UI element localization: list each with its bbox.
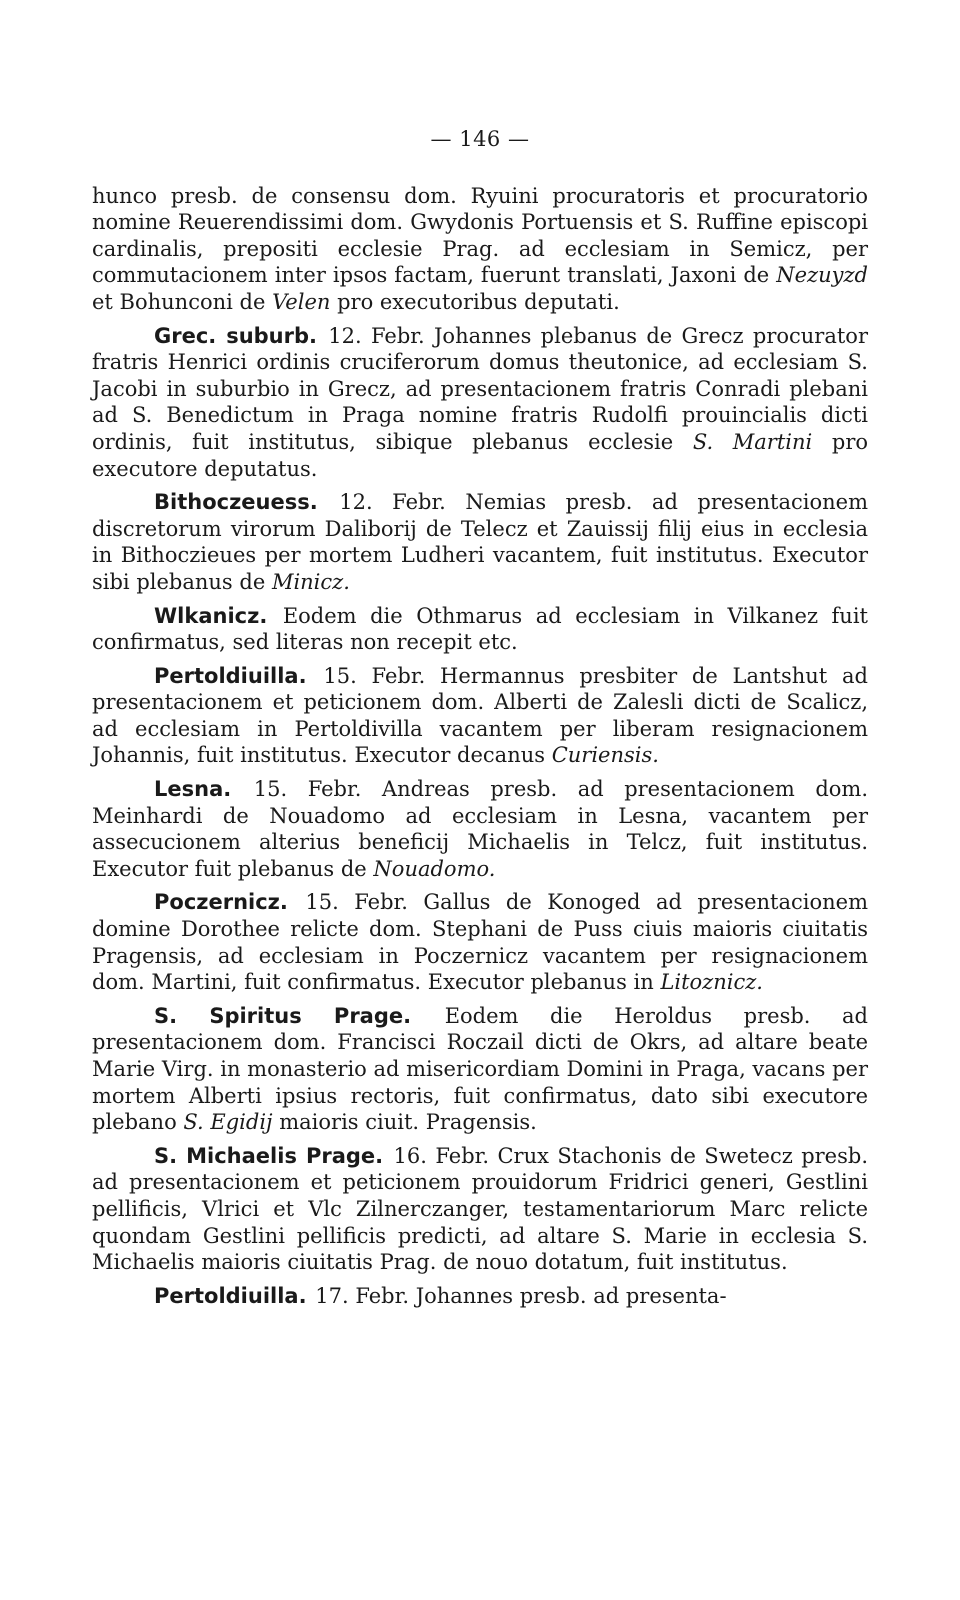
entry-heading: S. Spiritus Prage. — [154, 1003, 412, 1028]
register-entry — [92, 889, 868, 995]
entry-text: Eodem die Othmarus ad ecclesiam in Vilkanez fuit confirmatus, sed literas non recepit etc. — [92, 603, 868, 655]
entry-text: 15. Febr. Gallus de Konoged ad presentacionem domine Dorothee relicte dom. Stephani de Puss ciuis maioris ciuitatis Pragensis, ad ecclesiam in Poczernicz vacantem per resignacionem dom. Martini, fuit confirmatus. Executor plebanus in — [92, 890, 868, 995]
entry-italic-text: Nouadomo. — [373, 856, 496, 881]
register-entry — [92, 603, 868, 656]
entry-text: 15. Febr. Andreas presb. ad presentacionem dom. Meinhardi de Nouadomo ad ecclesiam in Lesna, vacantem per assecucionem alterius beneficij Michaelis in Telcz, fuit institutus. Executor fuit plebanus de — [92, 777, 868, 881]
page-number: — 146 — — [430, 127, 530, 151]
entry-heading: Pertoldiuilla. — [154, 663, 307, 688]
entry-italic-text: S. Martini — [692, 429, 813, 454]
entry-heading: Poczernicz. — [154, 890, 288, 915]
entry-text: pro executoribus deputati. — [330, 289, 620, 314]
entry-heading: Bithoczeuess. — [154, 490, 318, 515]
entry-heading: S. Michaelis Prage. — [154, 1143, 384, 1168]
entry-italic-text: Velen — [272, 289, 331, 314]
entry-heading: Pertoldiuilla. — [154, 1283, 307, 1308]
register-entry — [92, 323, 868, 483]
entry-text: Eodem die Heroldus presb. ad presentacionem dom. Francisci Roczail dicti de Okrs, ad altare beate Marie Virg. in monasterio ad misericordiam Domini in Praga, vacans per mortem Alberti ipsius rectoris, fuit confirmatus, dato sibi executore plebano — [92, 1003, 869, 1135]
register-entry — [92, 183, 868, 316]
entry-italic-text: S. Egidij — [183, 1110, 273, 1135]
entry-italic-text: Litoznicz. — [660, 970, 763, 995]
register-entry — [92, 1283, 868, 1310]
entry-text: 17. Febr. Johannes presb. ad presenta- — [308, 1283, 727, 1308]
entry-text: maioris ciuit. Pragensis. — [272, 1110, 537, 1135]
entry-text: 16. Febr. Crux Stachonis de Swetecz presb. ad presentacionem et peticionem prouidorum Fridrici generi, Gestlini pellificis, Vlrici et Vlc Zilnerczanger, testamentariorum Marc relicte quondam Gestlini pellificis predicti, ad altare S. Marie in ecclesia S. Michaelis maioris ciuitatis Prag. de nouo dotatum, fuit institutus. — [92, 1143, 868, 1275]
entry-text: et Bohunconi de — [92, 289, 273, 314]
register-entry — [92, 663, 868, 769]
entry-heading: Lesna. — [154, 777, 232, 802]
entry-text: 12. Febr. Nemias presb. ad presentacionem discretorum virorum Daliborij de Telecz et Zauissij filij eius in ecclesia in Bithoczieues per mortem Ludheri vacantem, fuit institutus. Executor sibi plebanus de — [92, 490, 868, 594]
entry-italic-text: Nezuyzd — [776, 263, 868, 288]
register-entry — [92, 489, 868, 595]
entry-heading: Grec. suburb. — [154, 323, 317, 348]
entry-text: pro executore deputatus. — [92, 429, 868, 481]
entry-italic-text: Curiensis. — [551, 743, 659, 768]
entry-italic-text: Minicz. — [271, 569, 350, 594]
register-entry — [92, 1003, 868, 1136]
document-page — [92, 126, 868, 1316]
entry-text: 12. Febr. Johannes plebanus de Grecz procurator fratris Henrici ordinis cruciferorum domus theutonice, ad ecclesiam S. Jacobi in suburbio in Grecz, ad presentacionem fratris Conradi plebani ad S. Benedictum in Praga nomine fratris Rudolfi prouincialis dicti ordinis, fuit institutus, sibique plebanus ecclesie — [92, 323, 868, 454]
entry-heading: Wlkanicz. — [154, 603, 268, 628]
entry-text: hunco presb. de consensu dom. Ryuini procuratoris et procuratorio nomine Reuerendissimi dom. Gwydonis Portuensis et S. Ruffine episcopi cardinalis, prepositi ecclesie Prag. ad ecclesiam in Semicz, per commutacionem inter ipsos factam, fuerunt translati, Jaxoni de — [92, 183, 868, 288]
register-entry — [92, 1143, 868, 1276]
entry-text: 15. Febr. Hermannus presbiter de Lantshut ad presentacionem et peticionem dom. Alberti de Zalesli dicti de Scalicz, ad ecclesiam in Pertoldivilla vacantem per liberam resignacionem Johannis, fuit institutus. Executor decanus — [92, 663, 868, 768]
entries-list — [92, 183, 868, 1310]
register-entry — [92, 776, 868, 882]
